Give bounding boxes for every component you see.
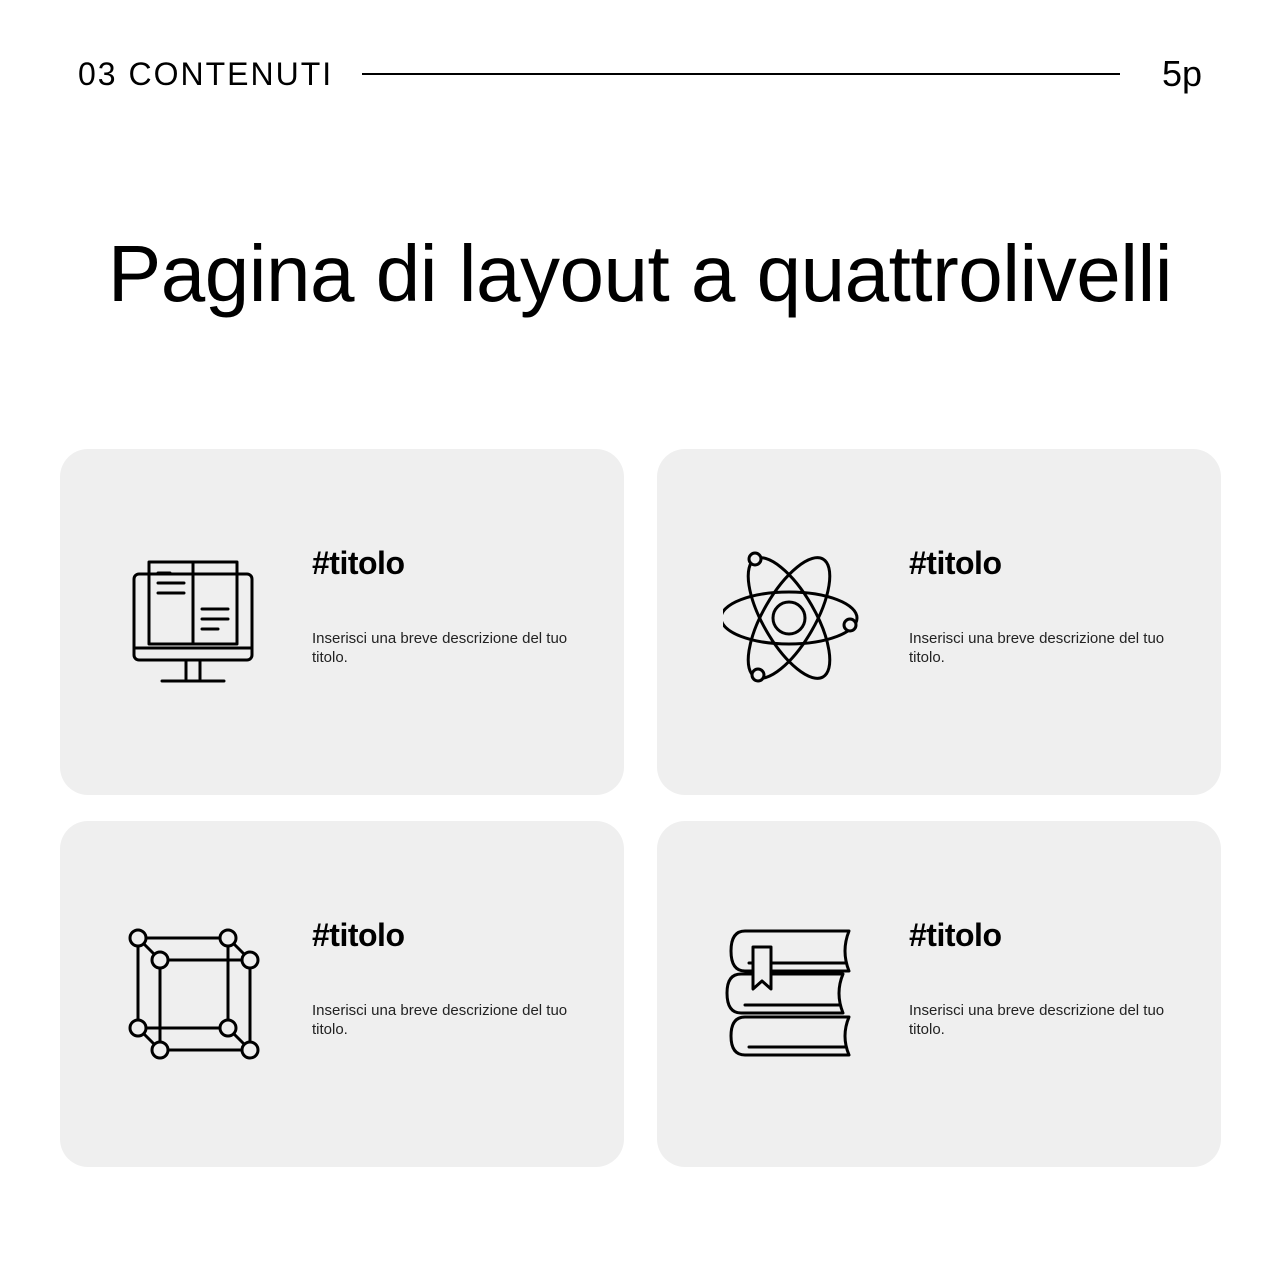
page-title: Pagina di layout a quattrolivelli [107,229,1173,318]
content-card [657,821,1221,1167]
card-description: Inserisci una breve descrizione del tuo titolo. [312,630,568,666]
page-number: 5p [1161,53,1202,94]
books-stack-icon [723,921,867,1065]
card-description: Inserisci una breve descrizione del tuo titolo. [312,1002,568,1038]
card-title: #titolo [312,545,405,581]
content-card [657,449,1221,795]
content-card [60,449,624,795]
card-description: Inserisci una breve descrizione del tuo titolo. [909,630,1165,666]
section-label: 03 CONTENUTI [78,56,334,92]
atom-icon [723,549,867,693]
card-title: #titolo [909,545,1002,581]
cube-icon [126,921,270,1065]
header [78,52,1202,96]
card-title: #titolo [909,917,1002,953]
card-description: Inserisci una breve descrizione del tuo titolo. [909,1002,1165,1038]
content-card [60,821,624,1167]
header-divider [362,73,1120,75]
card-title: #titolo [312,917,405,953]
monitor-book-icon [126,549,270,693]
